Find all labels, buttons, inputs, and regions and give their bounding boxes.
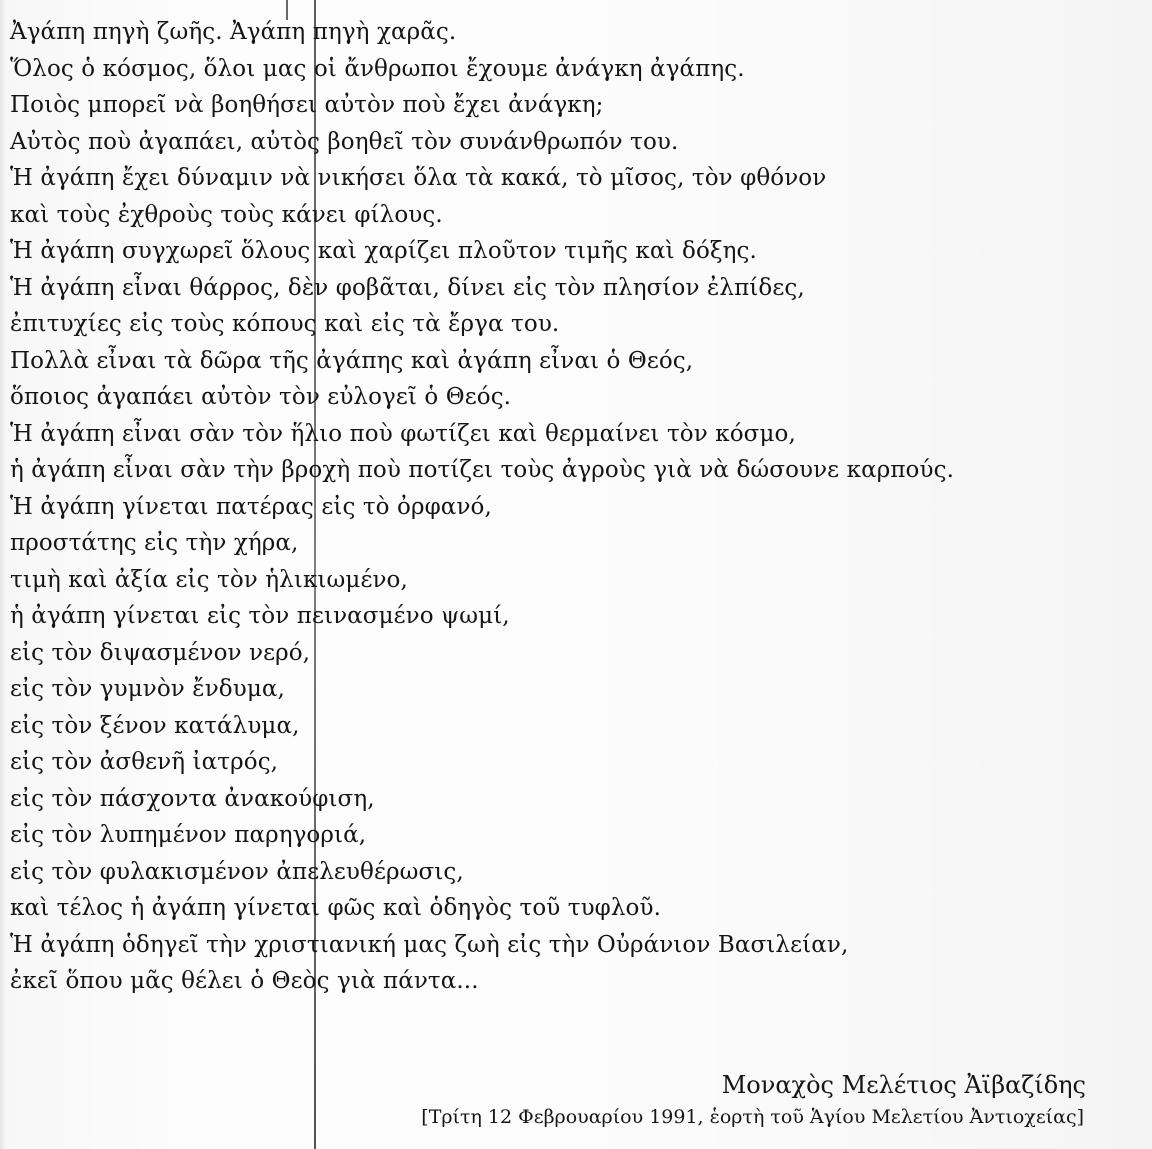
author-signature: Μοναχὸς Μελέτιος Ἀϊβαζίδης — [721, 1071, 1086, 1099]
poem-line: εἰς τὸν γυμνὸν ἔνδυμα, — [10, 676, 285, 702]
poem-line: Αὐτὸς ποὺ ἀγαπάει, αὐτὸς βοηθεῖ τὸν συνάνθρωπόν του. — [10, 128, 679, 155]
poem-line: Ἡ ἀγάπη εἶναι σὰν τὸν ἥλιο ποὺ φωτίζει καὶ θερμαίνει τὸν κόσμο, — [10, 420, 796, 447]
page-edge-shadow — [0, 0, 6, 1149]
poem-line: εἰς τὸν ἀσθενῆ ἰατρός, — [10, 749, 279, 775]
poem-line: εἰς τὸν λυπημένον παρηγοριά, — [10, 822, 367, 848]
poem-line: ἐκεῖ ὅπου μᾶς θέλει ὁ Θεὸς γιὰ πάντα... — [10, 968, 479, 994]
poem-line: τιμὴ καὶ ἀξία εἰς τὸν ἡλικιωμένο, — [10, 566, 408, 593]
poem-line: εἰς τὸν ξένον κατάλυμα, — [10, 712, 300, 739]
poem-line: εἰς τὸν διψασμένον νερό, — [10, 639, 311, 666]
poem-line: Ἡ ἀγάπη ὁδηγεῖ τὴν χριστιανική μας ζωὴ εἰς τὴν Οὐράνιον Βασιλείαν, — [10, 931, 849, 958]
poem-line: Ἡ ἀγάπη συγχωρεῖ ὅλους καὶ χαρίζει πλοῦτον τιμῆς καὶ δόξης. — [10, 238, 757, 264]
poem-line: Πολλὰ εἶναι τὰ δῶρα τῆς ἀγάπης καὶ ἀγάπη εἶναι ὁ Θεός, — [10, 347, 694, 374]
poem-line: Ἡ ἀγάπη γίνεται πατέρας εἰς τὸ ὀρφανό, — [10, 493, 492, 520]
poem-line: καὶ τέλος ἡ ἀγάπη γίνεται φῶς καὶ ὁδηγὸς τοῦ τυφλοῦ. — [10, 895, 661, 921]
poem-line: ὅποιος ἀγαπάει αὐτὸν τὸν εὐλογεῖ ὁ Θεός. — [10, 384, 512, 410]
poem-line: Ἀγάπη πηγὴ ζωῆς. Ἀγάπη πηγὴ χαρᾶς. — [10, 19, 457, 45]
poem-line: ἡ ἀγάπη γίνεται εἰς τὸν πεινασμένο ψωμί, — [10, 603, 510, 629]
poem-line: καὶ τοὺς ἐχθροὺς τοὺς κάνει φίλους. — [10, 201, 443, 228]
poem-line: Ποιὸς μπορεῖ νὰ βοηθήσει αὐτὸν ποὺ ἔχει ἀνάγκη; — [10, 92, 604, 118]
poem-line: ἐπιτυχίες εἰς τοὺς κόπους καὶ εἰς τὰ ἔργα του. — [10, 311, 560, 337]
poem-line: Ἡ ἀγάπη ἔχει δύναμιν νὰ νικήσει ὅλα τὰ κακά, τὸ μῖσος, τὸν φθόνον — [10, 165, 827, 191]
dateline: [Τρίτη 12 Φεβρουαρίου 1991, ἑορτὴ τοῦ Ἁγίου Μελετίου Ἀντιοχείας] — [421, 1106, 1084, 1128]
poem-line: εἰς τὸν πάσχοντα ἀνακούφιση, — [10, 785, 375, 812]
poem-line: ἡ ἀγάπη εἶναι σὰν τὴν βροχὴ ποὺ ποτίζει τοὺς ἀγροὺς γιὰ νὰ δώσουνε καρπούς. — [10, 457, 954, 483]
poem-line: Ἡ ἀγάπη εἶναι θάρρος, δὲν φοβᾶται, δίνει εἰς τὸν πλησίον ἐλπίδες, — [10, 274, 805, 301]
poem-text — [10, 14, 954, 1000]
poem-line: προστάτης εἰς τὴν χήρα, — [10, 530, 299, 556]
poem-line: Ὅλος ὁ κόσμος, ὅλοι μας οἱ ἄνθρωποι ἔχουμε ἀνάγκη ἀγάπης. — [10, 55, 745, 82]
poem-line: εἰς τὸν φυλακισμένον ἀπελευθέρωσις, — [10, 858, 464, 885]
